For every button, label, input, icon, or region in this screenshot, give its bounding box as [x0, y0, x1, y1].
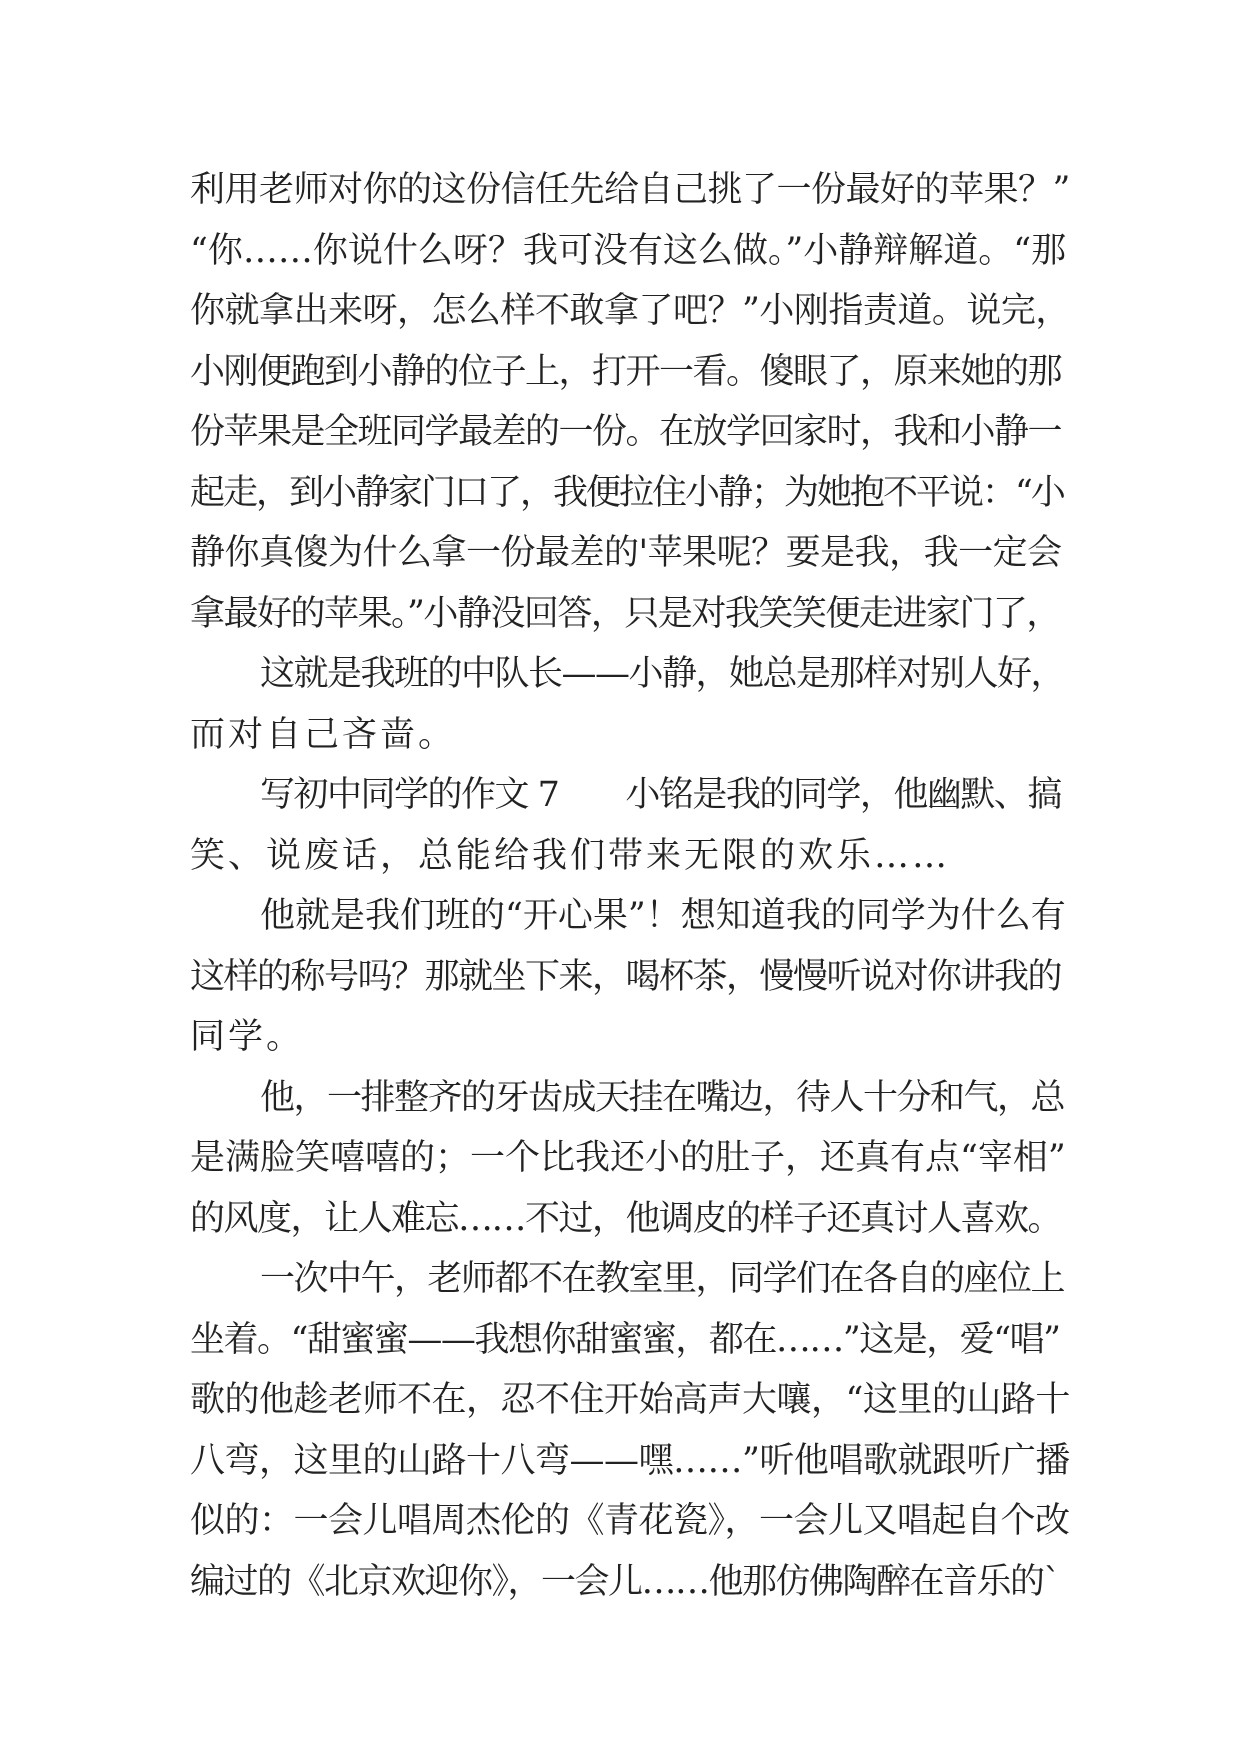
text-line: 编过的《北京欢迎你》，一会儿……他那仿佛陶醉在音乐的` [190, 1561, 1060, 1602]
text-line: 坐着。“甜蜜蜜——我想你甜蜜蜜，都在……”这是，爱“唱” [190, 1319, 1060, 1360]
text-line: 歌的他趁老师不在，忍不住开始高声大嚷，“这里的山路十 [190, 1380, 1070, 1420]
text-line: 他就是我们班的“开心果”！想知道我的同学为什么有 [260, 896, 1066, 936]
text-line: 而对自己吝啬。 [190, 714, 457, 755]
text-line: 你就拿出来呀，怎么样不敢拿了吧？”小刚指责道。说完， [190, 291, 1070, 331]
text-line: 静你真傻为什么拿一份最差的'苹果呢？要是我，我一定会 [190, 533, 1062, 573]
text-line: 这样的称号吗？那就坐下来，喝杯茶，慢慢听说对你讲我的 [190, 956, 1062, 997]
body-text [190, 160, 1070, 1612]
text-line: 笑、说废话，总能给我们带来无限的欢乐…… [190, 835, 951, 876]
text-line: 似的：一会儿唱周杰伦的《青花瓷》，一会儿又唱起自个改 [190, 1501, 1070, 1541]
text-line: 是满脸笑嘻嘻的；一个比我还小的肚子，还真有点“宰相” [190, 1138, 1066, 1178]
text-line: 写初中同学的作文 7 小铭是我的同学，他幽默、搞 [260, 775, 1061, 815]
text-line: 小刚便跑到小静的位子上，打开一看。傻眼了，原来她的那 [190, 351, 1062, 392]
text-line: 八弯，这里的山路十八弯——嘿……”听他唱歌就跟听广播 [190, 1440, 1070, 1481]
text-line: 一次中午，老师都不在教室里，同学们在各自的座位上 [260, 1259, 1065, 1299]
text-line: 的风度，让人难忘……不过，他调皮的样子还真讨人喜欢。 [190, 1198, 1062, 1239]
text-line: 份苹果是全班同学最差的一份。在放学回家时，我和小静一 [190, 412, 1062, 452]
text-line: 利用老师对你的这份信任先给自己挑了一份最好的苹果？” [190, 170, 1070, 210]
text-line: 拿最好的苹果。”小静没回答，只是对我笑笑便走进家门了， [190, 593, 1060, 634]
text-line: 同学。 [190, 1017, 305, 1057]
text-line: 他，一排整齐的牙齿成天挂在嘴边，待人十分和气，总 [260, 1077, 1065, 1118]
text-line: “你……你说什么呀？我可没有这么做。”小静辩解道。“那 [190, 230, 1067, 271]
text-line: 起走，到小静家门口了，我便拉住小静；为她抱不平说：“小 [190, 472, 1064, 513]
text-line: 这就是我班的中队长——小静，她总是那样对别人好， [260, 654, 1065, 694]
